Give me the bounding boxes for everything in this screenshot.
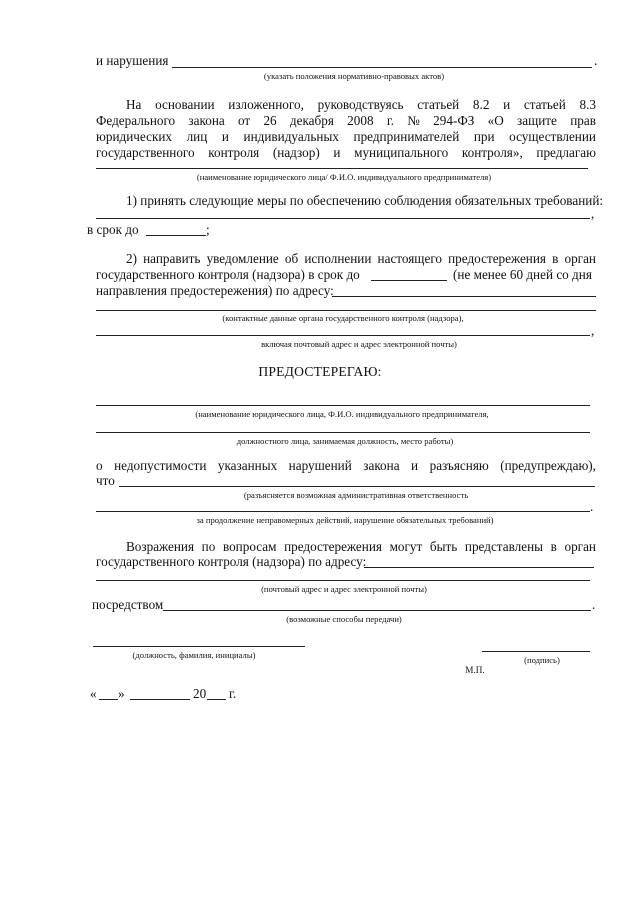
via-label: посредством — [92, 597, 164, 612]
notice-contact-field-2[interactable] — [96, 335, 590, 336]
measures-item-1: 1) принять следующие меры по обеспечению соблюдения обязательных требований: — [126, 193, 604, 208]
violations-caption: (указать положения нормативно-правовых актов) — [263, 71, 445, 81]
date-close-quote: » — [118, 686, 125, 701]
date-year-suffix: г. — [229, 686, 237, 701]
signature-caption: (подпись) — [524, 655, 560, 665]
notice-line-2b: (не менее 60 дней со дня — [453, 267, 592, 282]
deadline-label: в срок до — [87, 222, 139, 237]
violations-label: и нарушения — [96, 53, 169, 68]
measures-comma: , — [591, 206, 595, 221]
date-year-prefix: 20 — [193, 686, 207, 701]
position-name-field[interactable] — [93, 646, 305, 647]
date-year-field[interactable] — [207, 699, 226, 700]
objections-line-1: Возражения по вопросам предостережения могут быть представлены в орган — [126, 539, 596, 554]
inadmissibility-caption-2: за продолжение неправомерных действий, нарушение обязательных требований) — [196, 515, 494, 525]
basis-line-4: государственного контроля (надзор) и муниципального контроля», предлагаю — [96, 145, 596, 160]
violations-field[interactable] — [172, 67, 592, 68]
notice-address-field[interactable] — [332, 296, 596, 297]
inadmissibility-line-1: о недопустимости указанных нарушений закона и разъясняю (предупреждаю), — [96, 458, 596, 473]
violations-end: . — [594, 53, 598, 68]
notice-contact-field[interactable] — [96, 310, 596, 311]
date-month-field[interactable] — [130, 699, 190, 700]
inadmissibility-end: . — [590, 499, 594, 514]
objections-address-field[interactable] — [364, 567, 594, 568]
basis-line-2: Федерального закона от 26 декабря 2008 г. № 294-ФЗ «О защите прав — [96, 113, 596, 128]
notice-deadline-field[interactable] — [371, 280, 447, 281]
inadmissibility-field-2[interactable] — [96, 511, 590, 512]
warning-caption-2: должностного лица, занимаемая должность, место работы) — [236, 436, 454, 446]
warning-subject-field[interactable] — [96, 405, 590, 406]
notice-line-2a: государственного контроля (надзора) в срок до — [96, 267, 360, 282]
notice-line-1: 2) направить уведомление об исполнении настоящего предостережения в орган — [126, 251, 596, 266]
notice-comma: , — [591, 323, 595, 338]
basis-line-1: На основании изложенного, руководствуясь статьей 8.2 и статьей 8.3 — [126, 97, 596, 112]
warning-heading: ПРЕДОСТЕРЕГАЮ: — [258, 364, 382, 379]
position-name-caption: (должность, фамилия, инициалы) — [132, 650, 256, 660]
notice-caption-1: (контактные данные органа государственного контроля (надзора), — [222, 313, 464, 323]
measures-field[interactable] — [96, 218, 590, 219]
warning-position-field[interactable] — [96, 432, 590, 433]
deadline-field[interactable] — [146, 235, 206, 236]
signature-field[interactable] — [482, 651, 590, 652]
via-end: . — [592, 597, 596, 612]
stamp-placeholder: М.П. — [465, 665, 485, 675]
inadmissibility-line-2: что — [96, 473, 115, 488]
addressee-caption: (наименование юридического лица/ Ф.И.О. индивидуального предпринимателя) — [196, 172, 492, 182]
objections-caption-2: (возможные способы передачи) — [286, 614, 402, 624]
objections-line-2: государственного контроля (надзора) по адресу: — [96, 554, 367, 569]
via-field[interactable] — [163, 610, 591, 611]
notice-caption-2: включая почтовый адрес и адрес электронной почты) — [261, 339, 457, 349]
date-day-field[interactable] — [99, 699, 118, 700]
deadline-end: ; — [206, 222, 210, 237]
objections-address-field-2[interactable] — [96, 580, 590, 581]
objections-caption-1: (почтовый адрес и адрес электронной почты) — [261, 584, 427, 594]
date-open-quote: « — [90, 686, 97, 701]
basis-line-3: юридических лиц и индивидуальных предпринимателей при осуществлении — [96, 129, 596, 144]
addressee-field[interactable] — [96, 168, 588, 169]
inadmissibility-caption-1: (разъясняется возможная административная ответственность — [243, 490, 469, 500]
warning-caption-1: (наименование юридического лица, Ф.И.О. индивидуального предпринимателя, — [195, 409, 489, 419]
notice-line-3: направления предостережения) по адресу: — [96, 283, 334, 298]
inadmissibility-field[interactable] — [119, 486, 595, 487]
